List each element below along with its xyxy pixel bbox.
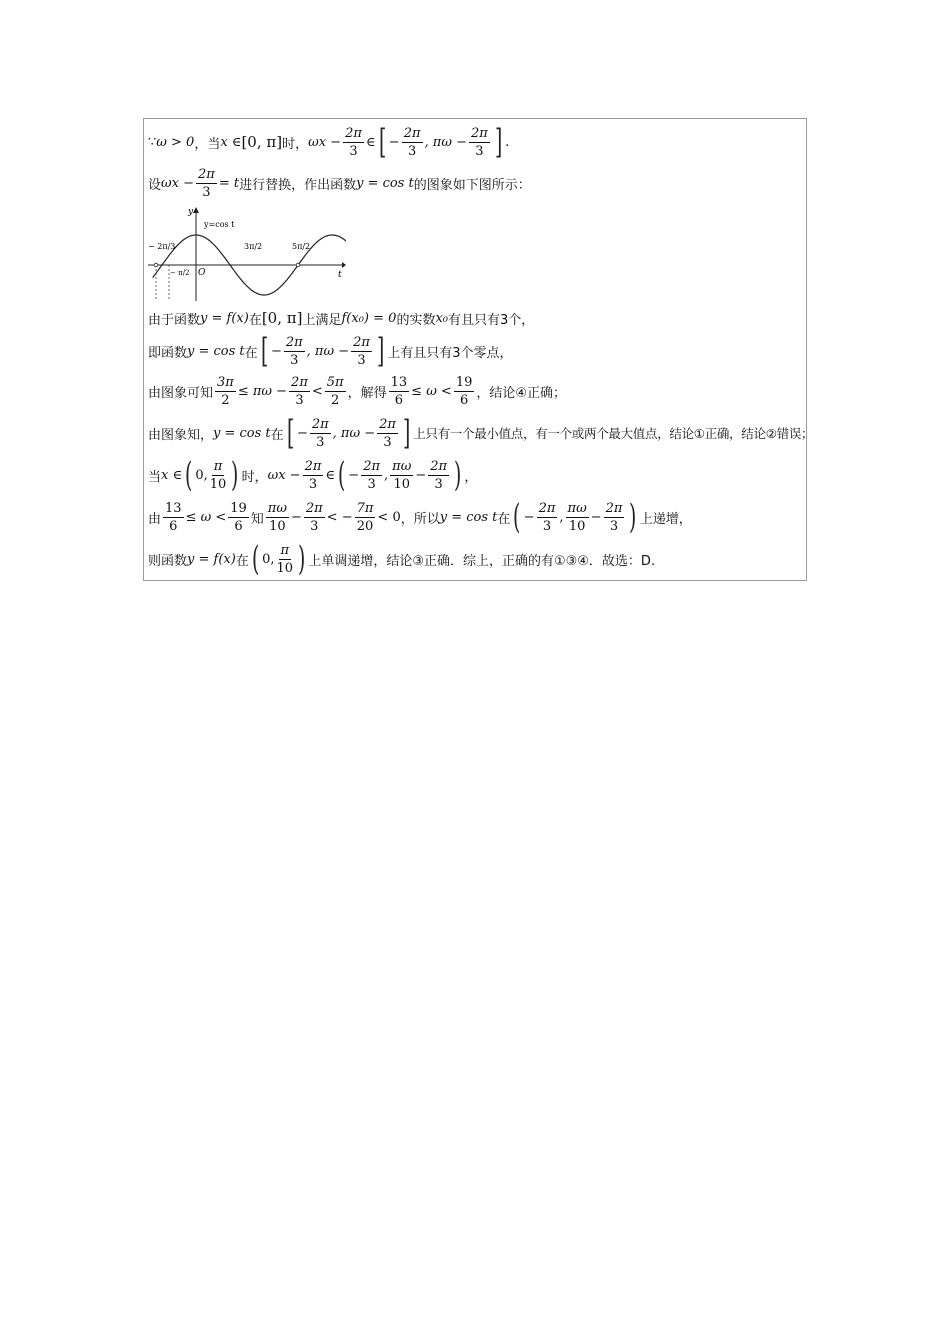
fraction: $\frac{\pi\omega}{10}$: [567, 500, 587, 534]
text: 的实数: [396, 312, 436, 328]
fraction: $\frac{\pi}{10}$: [209, 458, 227, 492]
math-text: < 0: [377, 509, 401, 525]
math-text: ,: [559, 509, 564, 525]
t-axis-label: t: [338, 270, 342, 280]
left-paren: (: [185, 455, 193, 495]
solution-line-5: [148, 371, 566, 411]
interval: [0, π]: [261, 309, 303, 327]
left-bracket: [: [286, 413, 294, 453]
cosine-graph: [146, 205, 346, 303]
text: 在: [248, 312, 262, 328]
text: ，所以: [400, 511, 440, 527]
tick-label-3pi-2: 3π/2: [244, 242, 263, 251]
text: 由图象可知: [148, 385, 214, 401]
solution-box: [143, 118, 814, 581]
solution-line-7: [148, 455, 477, 495]
solution-line-1: [148, 123, 509, 161]
math-text: −: [296, 425, 308, 441]
text: 有且只有3个，: [448, 312, 535, 328]
math-text: −: [348, 467, 360, 483]
y-axis-arrow: [193, 207, 199, 213]
text: 由于函数: [148, 312, 201, 328]
math-text: ≤ ω <: [411, 383, 452, 399]
math-text: −: [523, 509, 535, 525]
fraction: $\frac{2\pi}{3}$: [311, 416, 329, 450]
text: .: [505, 134, 510, 150]
math-text: ωx −: [161, 175, 194, 191]
text: ，解得: [347, 385, 387, 401]
fraction: $\frac{2\pi}{3}$: [197, 166, 215, 200]
solution-line-2: [148, 165, 531, 201]
math-text: −: [388, 134, 400, 150]
math-text: ∈: [365, 134, 376, 150]
interval: [0, π]: [241, 133, 283, 151]
fraction: $\frac{2\pi}{3}$: [403, 125, 421, 159]
fraction: $\frac{\pi}{10}$: [276, 542, 294, 576]
text: 在: [497, 511, 511, 527]
fraction: $\frac{2\pi}{3}$: [363, 458, 381, 492]
math-text: −: [270, 343, 282, 359]
text: 上满足: [302, 312, 342, 328]
math-text: x ∈: [220, 134, 242, 150]
solution-line-9: [148, 539, 655, 579]
math-text: y = cos t: [187, 343, 245, 359]
text: 上单调递增，结论③正确．综上，正确的有①③④．故选：D.: [308, 553, 656, 569]
origin-label: O: [198, 268, 206, 278]
text: 时，: [241, 469, 268, 485]
text: 由: [148, 511, 162, 527]
solution-line-3: [148, 307, 534, 329]
math-text: y = cos t: [213, 425, 271, 441]
fraction: $\frac{2\pi}{3}$: [291, 374, 308, 408]
solution-line-4: [148, 331, 512, 371]
text: ，: [194, 136, 208, 152]
fraction: $\frac{2\pi}{3}$: [605, 500, 623, 534]
text: 进行替换，作出函数: [239, 177, 357, 193]
math-text: <: [311, 383, 323, 399]
text: 上只有一个最小值点，有一个或两个最大值点，结论①正确，结论②错误；: [413, 426, 814, 441]
t-axis-arrow: [342, 262, 346, 268]
math-text: f(x₀) = 0: [341, 310, 397, 326]
math-text: = t: [218, 175, 240, 191]
right-bracket: ]: [376, 331, 385, 371]
text: 在: [235, 553, 249, 569]
fraction: $\frac{2\pi}{3}$: [538, 500, 556, 534]
math-text: , πω −: [424, 134, 467, 150]
text: 上有且只有3个零点，: [387, 345, 513, 361]
math-text: 0,: [195, 467, 208, 483]
math-text: x₀: [435, 310, 448, 326]
because-symbol: ∵: [148, 134, 157, 150]
right-paren: ): [454, 455, 462, 495]
solution-line-6: [148, 413, 813, 453]
fraction: $\frac{2\pi}{3}$: [379, 416, 396, 450]
fraction: $\frac{2\pi}{3}$: [305, 500, 323, 534]
solution-line-8: [148, 497, 692, 537]
text: ，: [464, 469, 478, 485]
fraction: $\frac{\pi\omega}{10}$: [392, 458, 412, 492]
math-text: ωx −: [267, 467, 301, 483]
fraction: $\frac{13}{6}$: [165, 500, 182, 534]
math-text: −: [415, 467, 427, 483]
left-bracket: [: [378, 122, 386, 162]
fraction: $\frac{7\pi}{20}$: [356, 500, 374, 534]
fraction: $\frac{2\pi}{3}$: [430, 458, 448, 492]
fraction: $\frac{13}{6}$: [390, 374, 408, 408]
fraction: $\frac{\pi\omega}{10}$: [267, 500, 287, 534]
fraction: $\frac{19}{6}$: [230, 500, 247, 534]
fraction: $\frac{2\pi}{3}$: [304, 458, 322, 492]
right-paren: ): [298, 539, 306, 579]
text: 的图象如下图所示：: [413, 177, 531, 193]
fraction: $\frac{3\pi}{2}$: [217, 374, 234, 408]
text: 在: [270, 427, 284, 443]
text: 由图象知，: [148, 427, 214, 443]
open-point-left: [154, 263, 158, 267]
text: ，结论④正确；: [476, 385, 567, 401]
math-text: −: [590, 509, 602, 525]
math-text: −: [290, 509, 302, 525]
fraction: $\frac{2\pi}{3}$: [285, 334, 303, 368]
tick-label-5pi-2: 5π/2: [292, 242, 311, 251]
math-text: y = cos t: [439, 509, 498, 525]
text: 设: [148, 177, 162, 193]
math-text: ωx −: [308, 134, 342, 150]
text: 知: [250, 511, 264, 527]
text: 时，: [282, 136, 309, 152]
fraction: $\frac{2\pi}{3}$: [470, 125, 488, 159]
math-text: y = f(x): [187, 551, 236, 567]
math-text: < −: [326, 509, 353, 525]
text: 当: [148, 469, 162, 485]
math-text: 0,: [262, 551, 275, 567]
text: 上递增，: [639, 511, 692, 527]
math-text: x ∈: [161, 467, 183, 483]
text: 即函数: [148, 345, 188, 361]
right-paren: ): [231, 455, 239, 495]
curve-label: y=cos t: [204, 220, 235, 229]
left-paren: (: [513, 497, 521, 537]
fraction: $\frac{5\pi}{2}$: [326, 374, 344, 408]
left-bracket: [: [260, 331, 268, 371]
fraction: $\frac{2\pi}{3}$: [345, 125, 362, 159]
math-text: , πω −: [306, 343, 350, 359]
fraction: $\frac{2\pi}{3}$: [353, 334, 370, 368]
open-point-right: [296, 263, 300, 267]
text: 当: [207, 136, 221, 152]
right-bracket: ]: [402, 413, 411, 453]
text: 在: [244, 345, 258, 361]
math-text: , πω −: [332, 425, 376, 441]
tick-label-neg-pi-2: − π/2: [170, 269, 190, 277]
left-paren: (: [251, 539, 260, 579]
right-paren: ): [629, 497, 637, 537]
math-text: y = cos t: [356, 175, 414, 191]
left-paren: (: [338, 455, 346, 495]
text: 则函数: [148, 553, 188, 569]
math-text: ≤ πω −: [237, 383, 288, 399]
math-text: ,: [384, 467, 389, 483]
math-text: y = f(x): [200, 310, 249, 326]
tick-label-neg-2pi-3: − 2π/3: [148, 242, 176, 251]
y-axis-label: y: [188, 207, 194, 217]
right-bracket: ]: [494, 122, 503, 162]
math-text: ≤ ω <: [185, 509, 227, 525]
math-text: ∈: [325, 467, 336, 483]
fraction: $\frac{19}{6}$: [455, 374, 473, 408]
math-text: ω > 0: [156, 134, 195, 150]
